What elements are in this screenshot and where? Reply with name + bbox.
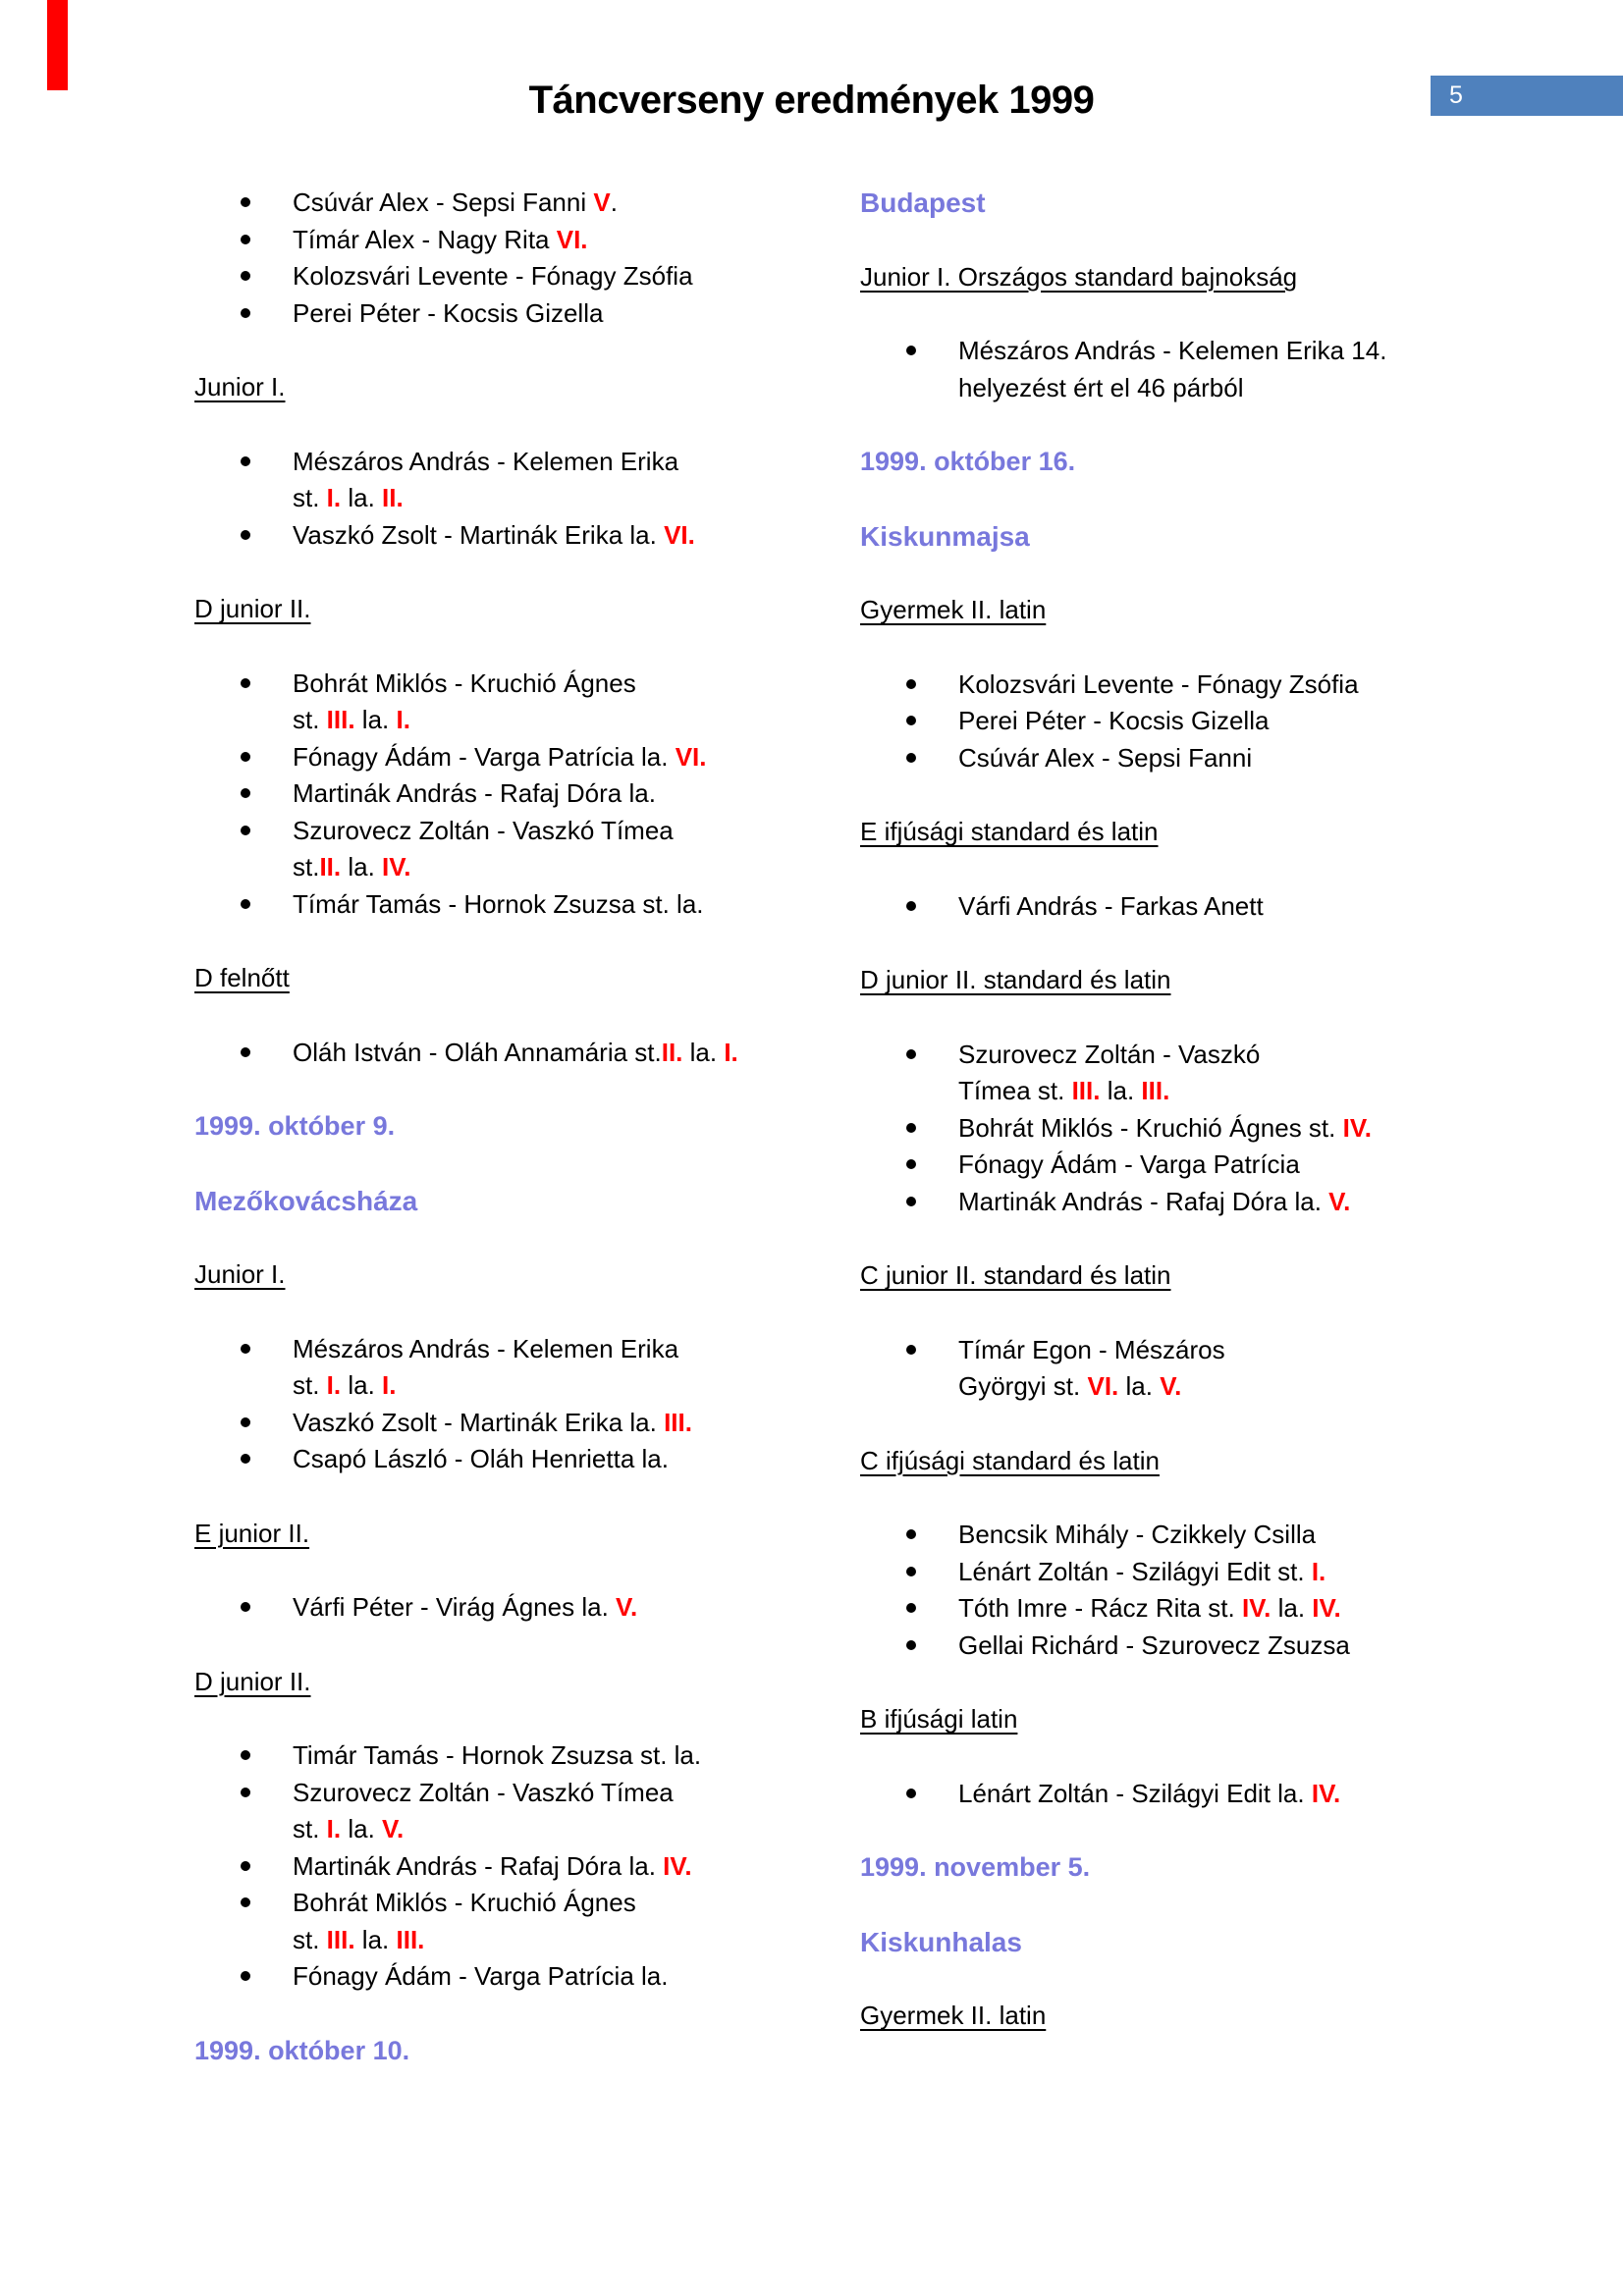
pair-result: [958, 1149, 1300, 1179]
placement-rank: I.: [326, 483, 342, 512]
bullet-icon: [241, 826, 250, 835]
bullet-icon: [241, 456, 250, 466]
category-heading: [860, 1443, 1422, 1480]
bullet-icon: [906, 1603, 916, 1613]
list-item: [860, 1590, 1422, 1628]
bullet-list: [194, 185, 756, 332]
heading-text: D felnőtt: [194, 963, 290, 992]
heading-text: Junior I.: [194, 372, 286, 401]
pair-result: [958, 1630, 1350, 1660]
heading-text: D junior II.: [194, 1666, 311, 1696]
city-heading: [860, 518, 1422, 556]
category-heading: [194, 960, 756, 997]
pair-names: Kolozsvári Levente - Fónagy Zsófia: [293, 261, 693, 291]
pair-names: la.: [1271, 1593, 1313, 1623]
page-number-box: [1431, 76, 1623, 116]
pair-names: Martinák András - Rafaj Dóra la.: [958, 1186, 1329, 1216]
heading-text: Gyermek II. latin: [860, 2001, 1047, 2030]
pair-names: Bohrát Miklós - Kruchió Ágnes: [293, 1888, 636, 1917]
placement-rank: IV.: [382, 852, 411, 881]
pair-names: st.: [293, 1370, 327, 1400]
bullet-icon: [241, 1861, 250, 1871]
placement-rank: V.: [616, 1592, 638, 1622]
pair-result: [293, 1334, 678, 1401]
list-item: [860, 888, 1422, 926]
pair-names: Martinák András - Rafaj Dóra la.: [293, 778, 656, 808]
placement-rank: II.: [319, 852, 342, 881]
pair-names: Szurovecz Zoltán - Vaszkó Tímea: [293, 815, 674, 845]
pair-names: la.: [682, 1037, 725, 1067]
list-item: [194, 1441, 756, 1478]
list-item: [860, 1628, 1422, 1665]
pair-names: Bohrát Miklós - Kruchió Ágnes st.: [958, 1112, 1343, 1143]
list-item: [194, 775, 756, 813]
list-item: [860, 1184, 1422, 1221]
pair-result: [958, 669, 1359, 699]
bullet-icon: [241, 308, 250, 318]
pair-names: Kolozsvári Levente - Fónagy Zsófia: [958, 668, 1359, 699]
placement-rank: IV.: [1342, 1112, 1373, 1143]
category-heading: [194, 369, 756, 406]
pair-result: [958, 1187, 1350, 1216]
bullet-list: [860, 1776, 1422, 1813]
list-item: [860, 1517, 1422, 1554]
page-title: Táncverseny eredmények 1999: [528, 79, 1095, 122]
placement-rank: I.: [724, 1037, 738, 1067]
list-item: [194, 1331, 756, 1405]
placement-rank: I.: [1311, 1556, 1326, 1586]
placement-rank: III.: [1071, 1076, 1101, 1105]
list-item: [194, 886, 756, 924]
bullet-icon: [906, 1123, 916, 1133]
bullet-list: [860, 1517, 1422, 1664]
category-heading: [860, 814, 1422, 851]
list-item: [194, 222, 756, 259]
heading-text: D junior II. standard és latin: [860, 965, 1171, 994]
pair-result: [293, 816, 674, 882]
placement-rank: IV.: [663, 1850, 692, 1881]
placement-rank: V.: [1328, 1186, 1351, 1216]
category-heading: [860, 259, 1422, 296]
pair-names: la.: [341, 1814, 383, 1843]
pair-names: Tóth Imre - Rácz Rita st.: [958, 1593, 1242, 1623]
pair-result: [958, 706, 1269, 735]
pair-names: Tímár Tamás - Hornok Zsuzsa st. la.: [293, 888, 704, 919]
city-heading: [860, 1924, 1422, 1961]
pair-names: Mészáros András - Kelemen Erika 14.: [958, 336, 1387, 365]
pair-result: [293, 889, 704, 919]
placement-rank: IV.: [1312, 1593, 1341, 1623]
placement-rank: II.: [382, 483, 404, 512]
pair-names: st.: [293, 705, 327, 734]
placement-rank: V.: [382, 1814, 405, 1843]
list-item: [194, 1035, 756, 1072]
bullet-icon: [906, 716, 916, 725]
pair-result: [958, 891, 1264, 921]
pair-result: [293, 778, 656, 808]
city-heading: [194, 1183, 756, 1220]
heading-text: 1999. október 9.: [194, 1111, 396, 1141]
pair-names: Martinák András - Rafaj Dóra la.: [293, 1850, 664, 1881]
heading-text: 1999. október 16.: [860, 447, 1076, 476]
list-item: [194, 1848, 756, 1886]
pair-names: la.: [341, 483, 383, 512]
category-heading: [194, 1516, 756, 1553]
pair-names: la.: [341, 852, 383, 881]
bullet-icon: [906, 1567, 916, 1576]
pair-result: [293, 447, 678, 513]
heading-text: Kiskunmajsa: [860, 520, 1030, 552]
pair-names: Gellai Richárd - Szurovecz Zsuzsa: [958, 1629, 1350, 1660]
pair-names: Perei Péter - Kocsis Gizella: [293, 297, 604, 328]
category-heading: [860, 1257, 1422, 1295]
pair-result: [293, 742, 707, 772]
city-heading: [860, 185, 1422, 222]
pair-result: [958, 336, 1386, 402]
list-item: [194, 1885, 756, 1958]
bullet-icon: [241, 899, 250, 909]
category-heading: [194, 591, 756, 628]
list-item: [194, 517, 756, 555]
placement-rank: VI.: [664, 519, 695, 550]
pair-names: Fónagy Ádám - Varga Patrícia la.: [293, 741, 676, 772]
bullet-icon: [241, 1047, 250, 1057]
column-right: [860, 185, 1422, 2072]
list-item: [860, 703, 1422, 740]
red-margin-marker-icon: [47, 0, 68, 90]
date-heading: [860, 1849, 1422, 1887]
pair-names: Csapó László - Oláh Henrietta la.: [293, 1444, 669, 1473]
heading-text: 1999. október 10.: [194, 2035, 410, 2065]
category-heading: [860, 962, 1422, 999]
pair-names: Fónagy Ádám - Varga Patrícia: [958, 1149, 1300, 1179]
pair-names: st.: [293, 1924, 327, 1954]
category-heading: [194, 1664, 756, 1701]
list-item: [194, 1737, 756, 1775]
placement-rank: II.: [661, 1037, 683, 1067]
placement-rank: III.: [396, 1924, 425, 1954]
pair-result: [958, 1557, 1325, 1586]
bullet-icon: [906, 346, 916, 355]
pair-names: st.: [293, 1814, 327, 1843]
pair-names: Perei Péter - Kocsis Gizella: [958, 706, 1270, 735]
pair-result: [958, 743, 1252, 773]
list-item: [194, 1775, 756, 1848]
pair-names: la.: [1118, 1371, 1161, 1401]
bullet-list: [860, 1332, 1422, 1406]
pair-names: Lénárt Zoltán - Szilágyi Edit la.: [958, 1778, 1312, 1808]
pair-result: [958, 1040, 1260, 1106]
bullet-icon: [241, 1454, 250, 1464]
heading-text: Mezőkovácsháza: [194, 1185, 418, 1216]
pair-names: la.: [1100, 1076, 1142, 1105]
bullet-icon: [241, 1602, 250, 1612]
heading-text: E junior II.: [194, 1518, 310, 1548]
bullet-icon: [241, 1897, 250, 1907]
bullet-list: [860, 1037, 1422, 1221]
placement-rank: III.: [1141, 1076, 1170, 1105]
pair-result: [293, 1038, 738, 1067]
pair-names: Csúvár Alex - Sepsi Fanni: [958, 742, 1253, 773]
pair-names: Bohrát Miklós - Kruchió Ágnes: [293, 667, 636, 698]
pair-names: helyezést ért el 46 párból: [958, 372, 1244, 402]
pair-names: st.: [293, 852, 320, 881]
placement-rank: VI.: [675, 741, 707, 772]
pair-names: Lénárt Zoltán - Szilágyi Edit st.: [958, 1556, 1312, 1586]
category-heading: [860, 1701, 1422, 1738]
bullet-icon: [906, 679, 916, 689]
list-item: [194, 666, 756, 739]
bullet-icon: [241, 678, 250, 688]
bullet-list: [194, 1331, 756, 1478]
pair-names: Vaszkó Zsolt - Martinák Erika la.: [293, 519, 665, 550]
pair-names: Mészáros András - Kelemen Erika: [293, 1333, 679, 1363]
placement-rank: III.: [326, 1924, 355, 1954]
list-item: [194, 185, 756, 222]
placement-rank: V: [593, 187, 611, 217]
list-item: [194, 258, 756, 295]
bullet-icon: [906, 1049, 916, 1059]
bullet-list: [860, 333, 1422, 406]
placement-rank: IV.: [1311, 1778, 1341, 1808]
bullet-list: [194, 1589, 756, 1627]
bullet-icon: [906, 1529, 916, 1539]
pair-result: [293, 1592, 637, 1622]
date-heading: [860, 444, 1422, 481]
pair-result: [293, 225, 588, 254]
placement-rank: III.: [326, 705, 355, 734]
bullet-icon: [241, 1344, 250, 1354]
bullet-icon: [241, 1971, 250, 1981]
bullet-list: [194, 1035, 756, 1072]
pair-result: [293, 1888, 636, 1954]
pair-names: st.: [293, 483, 327, 512]
heading-text: C ifjúsági standard és latin: [860, 1445, 1160, 1475]
bullet-icon: [906, 1345, 916, 1355]
list-item: [194, 1958, 756, 1996]
list-item: [194, 813, 756, 886]
pair-result: [293, 1740, 701, 1770]
bullet-icon: [906, 901, 916, 911]
pair-names: Csúvár Alex - Sepsi Fanni: [293, 187, 594, 217]
pair-result: [958, 1335, 1225, 1402]
placement-rank: VI.: [1087, 1371, 1119, 1401]
pair-result: [293, 520, 695, 550]
pair-result: [293, 1778, 674, 1844]
category-heading: [860, 1998, 1422, 2035]
bullet-icon: [906, 1159, 916, 1169]
heading-text: 1999. november 5.: [860, 1852, 1091, 1882]
list-item: [860, 1110, 1422, 1148]
list-item: [860, 740, 1422, 777]
heading-text: B ifjúsági latin: [860, 1704, 1018, 1734]
pair-names: Fónagy Ádám - Varga Patrícia la.: [293, 1961, 669, 1991]
bullet-icon: [241, 530, 250, 540]
list-item: [194, 739, 756, 776]
pair-result: [293, 1851, 692, 1881]
list-item: [194, 295, 756, 333]
list-item: [194, 1589, 756, 1627]
bullet-icon: [241, 788, 250, 798]
placement-rank: I.: [326, 1370, 342, 1400]
pair-names: Györgyi st.: [958, 1371, 1088, 1401]
pair-result: [293, 1408, 692, 1437]
list-item: [860, 1037, 1422, 1110]
heading-text: Budapest: [860, 187, 986, 218]
placement-rank: I.: [382, 1370, 397, 1400]
pair-result: [958, 1520, 1316, 1549]
bullet-icon: [906, 1640, 916, 1650]
pair-names: Szurovecz Zoltán - Vaszkó Tímea: [293, 1777, 674, 1807]
list-item: [194, 444, 756, 517]
bullet-icon: [241, 271, 250, 281]
bullet-icon: [241, 1750, 250, 1760]
pair-names: .: [610, 187, 618, 217]
pair-names: Mészáros András - Kelemen Erika: [293, 446, 679, 476]
list-item: [860, 1776, 1422, 1813]
heading-text: Junior I.: [194, 1259, 286, 1289]
bullet-icon: [241, 1788, 250, 1797]
placement-rank: VI.: [556, 224, 588, 254]
placement-rank: III.: [664, 1407, 692, 1437]
heading-text: Kiskunhalas: [860, 1926, 1022, 1957]
bullet-icon: [241, 235, 250, 244]
pair-result: [958, 1779, 1340, 1808]
pair-result: [293, 1444, 669, 1473]
pair-names: Bencsik Mihály - Czikkely Csilla: [958, 1520, 1317, 1549]
bullet-list: [860, 667, 1422, 777]
pair-result: [958, 1593, 1341, 1623]
heading-text: C junior II. standard és latin: [860, 1260, 1171, 1290]
date-heading: [194, 1108, 756, 1146]
bullet-list: [194, 1737, 756, 1996]
heading-text: Gyermek II. latin: [860, 595, 1047, 624]
column-left: [194, 185, 756, 2107]
pair-names: Oláh István - Oláh Annamária st.: [293, 1037, 662, 1067]
date-heading: [194, 2033, 756, 2070]
list-item: [860, 1147, 1422, 1184]
list-item: [860, 1332, 1422, 1406]
pair-result: [293, 298, 603, 328]
placement-rank: V.: [1160, 1371, 1182, 1401]
bullet-list: [194, 444, 756, 555]
pair-names: Tímea st.: [958, 1076, 1072, 1105]
bullet-icon: [906, 1789, 916, 1798]
page-number: 5: [1449, 81, 1463, 109]
bullet-list: [860, 888, 1422, 926]
bullet-icon: [906, 753, 916, 763]
bullet-icon: [241, 1417, 250, 1427]
bullet-icon: [241, 197, 250, 207]
pair-names: Várfi Péter - Virág Ágnes la.: [293, 1592, 617, 1622]
pair-result: [958, 1113, 1372, 1143]
placement-rank: I.: [396, 705, 410, 734]
heading-text: D junior II.: [194, 594, 311, 623]
pair-names: la.: [354, 1924, 397, 1954]
pair-names: la.: [354, 705, 397, 734]
pair-names: Timár Tamás - Hornok Zsuzsa st. la.: [293, 1740, 702, 1770]
placement-rank: I.: [326, 1814, 342, 1843]
pair-result: [293, 1961, 668, 1991]
heading-text: Junior I. Országos standard bajnokság: [860, 261, 1298, 292]
pair-names: Tímár Alex - Nagy Rita: [293, 224, 557, 254]
placement-rank: IV.: [1241, 1593, 1271, 1623]
bullet-icon: [906, 1197, 916, 1206]
heading-text: E ifjúsági standard és latin: [860, 817, 1159, 846]
category-heading: [860, 592, 1422, 629]
pair-result: [293, 187, 618, 217]
pair-result: [293, 668, 636, 735]
pair-names: Vaszkó Zsolt - Martinák Erika la.: [293, 1407, 665, 1437]
list-item: [860, 333, 1422, 406]
pair-names: la.: [341, 1370, 383, 1400]
pair-result: [293, 261, 693, 291]
list-item: [860, 667, 1422, 704]
bullet-list: [194, 666, 756, 924]
pair-names: Várfi András - Farkas Anett: [958, 890, 1264, 921]
pair-names: Szurovecz Zoltán - Vaszkó: [958, 1039, 1261, 1069]
pair-names: Tímár Egon - Mészáros: [958, 1334, 1225, 1364]
category-heading: [194, 1256, 756, 1294]
list-item: [194, 1405, 756, 1442]
list-item: [860, 1554, 1422, 1591]
bullet-icon: [241, 752, 250, 762]
